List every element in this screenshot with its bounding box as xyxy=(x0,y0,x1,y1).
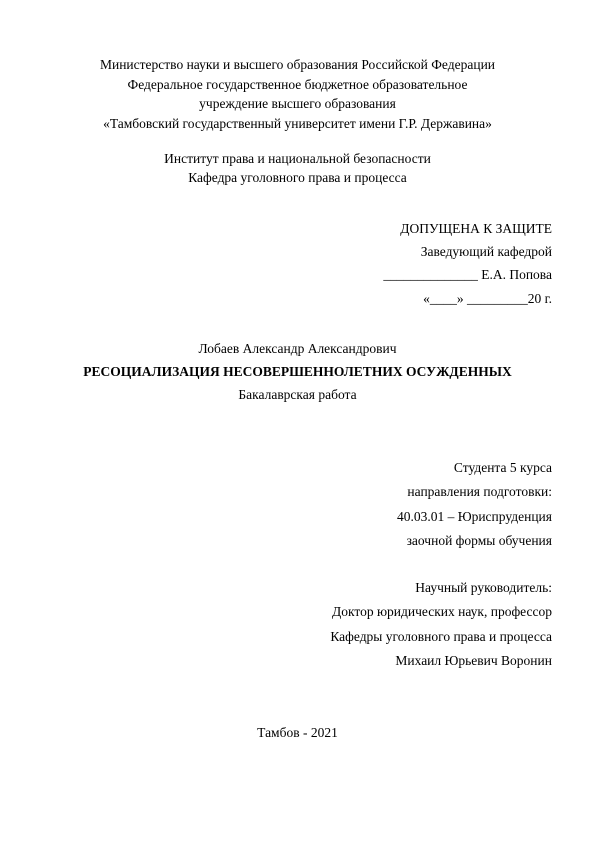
work-title: РЕСОЦИАЛИЗАЦИЯ НЕСОВЕРШЕННОЛЕТНИХ ОСУЖДЕННЫХ xyxy=(83,364,512,379)
institution-line-1: Федеральное государственное бюджетное образовательное xyxy=(127,77,468,92)
supervisor-name: Михаил Юрьевич Воронин xyxy=(395,653,552,668)
supervisor-department: Кафедры уголовного права и процесса xyxy=(330,629,552,644)
student-study-form: заочной формы обучения xyxy=(406,533,552,548)
approval-title: ДОПУЩЕНА К ЗАЩИТЕ xyxy=(400,221,552,236)
institute-name: Институт права и национальной безопасности xyxy=(164,151,431,166)
student-direction: 40.03.01 – Юриспруденция xyxy=(396,509,552,524)
approval-position: Заведующий кафедрой xyxy=(420,244,552,259)
university-name: «Тамбовский государственный университет имени Г.Р. Державина» xyxy=(103,116,492,131)
student-direction-label: направления подготовки: xyxy=(407,484,552,499)
supervisor-label: Научный руководитель: xyxy=(415,580,552,595)
work-type: Бакалаврская работа xyxy=(238,387,357,402)
approval-signature-line: ______________ Е.А. Попова xyxy=(383,267,552,282)
approval-date-line: «____» _________20 г. xyxy=(423,291,552,306)
student-course: Студента 5 курса xyxy=(453,460,552,475)
city-year: Тамбов - 2021 xyxy=(257,725,338,740)
institution-line-2: учреждение высшего образования xyxy=(199,96,396,111)
ministry-line: Министерство науки и высшего образования Российской Федерации xyxy=(99,57,496,72)
author-name: Лобаев Александр Александрович xyxy=(198,341,397,356)
department-name: Кафедра уголовного права и процесса xyxy=(188,170,407,185)
supervisor-degree: Доктор юридических наук, профессор xyxy=(332,604,552,619)
